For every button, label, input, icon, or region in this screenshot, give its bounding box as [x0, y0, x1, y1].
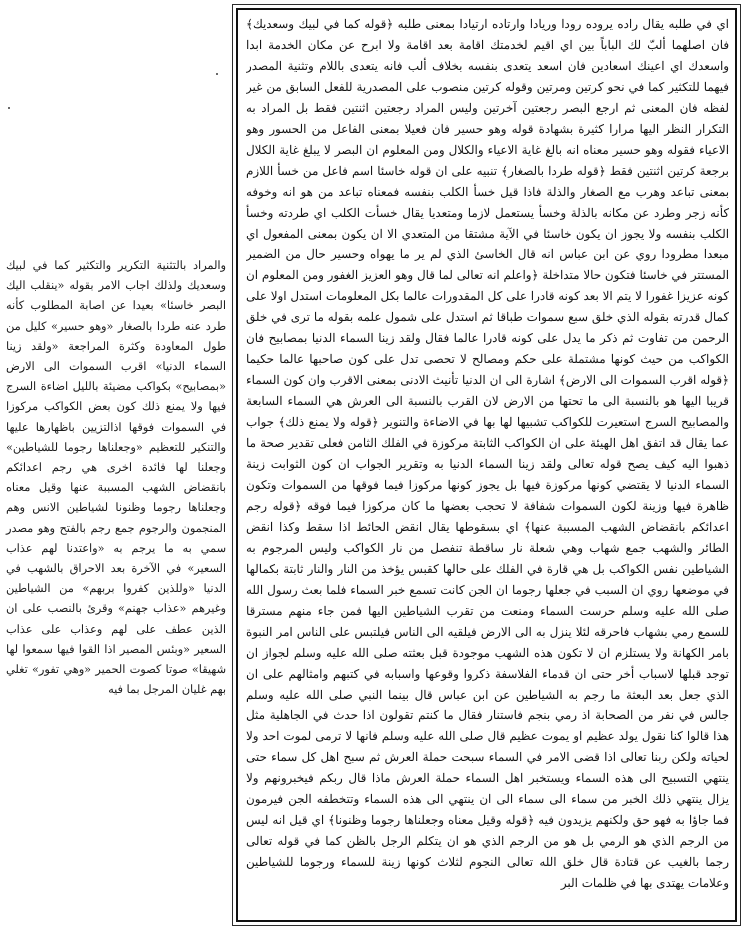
margin-commentary-text: والمراد بالتثنية التكرير والتكثير كما في لبيك وسعديك ولذلك اجاب الامر بقوله «ينقلب اليك البصر خاسئا» بعيدا عن اصابة المطلوب كأنه طرد عنه طردا بالصغار «وهو حسير» كليل من طول المعاودة وكثرة المراجعة «ولقد زينا السماء الدنيا» اقرب السموات الى الارض «بمصابيح» بكواكب مضيئة بالليل اضاءة السرج فيها ولا يمنع ذلك كون بعض الكواكب مركوزا في السموات فوقها اذالتزيين باظهارها عليها والتنكير للتعظيم «وجعلناها رجوما للشياطين» وجعلنا لها فائدة اخرى هي رجم اعدائكم بانقضاض الشهب المسببة عنها وقيل معناه وجعلناها رجوما وظنونا لشياطين الانس وهم المنجمون والرجوم جمع رجم بالفتح وهو مصدر سمي به ما يرجم به «واعتدنا لهم عذاب السعير» في الآخرة بعد الاحراق بالشهب في الدنيا «وللذين كفروا بربهم» من الشياطين وغيرهم «عذاب جهنم» وقرئ بالنصب على ان الذين عطف على لهم وعذاب على عذاب السعير «وبئس المصير اذا القوا فيها سمعوا لها شهيقا» صوتا كصوت الحمير «وهي تفور» تغلي بهم غليان المرجل بما فيه [6, 259, 226, 697]
ink-mark [216, 73, 218, 75]
main-commentary [246, 14, 729, 916]
main-commentary-text: اي في طلبه يقال راده يروده رودا وريادا وارتاده ارتيادا بمعنى طلبه ﴿قوله كما في لبيك وسعديك﴾ فان اصلهما ألبّ لك الباباً بين اي اقيم لخدمتك اقامة بعد اقامة ولا ابرح عن مكان الخدمة ابدا واسعدك اي اعينك اسعادين فان اسعد يتعدى بنفسه بخلاف ألب فانه يتعدى باللام وتثنية المصدر فيهما للتكثير كما في نحو كرتين ومرتين وقوله كرتين منصوب على المصدرية للفعل السابق من غير لفظه فان المعنى ثم ارجع البصر رجعتين آخرتين وليس المراد رجعتين اثنتين فقط بل المراد به التكرار النظر اليها مرارا كثيرة بشهادة قوله وهو حسير فان فعيلا بمعنى الفاعل من الحسور وهو الاعياء فقوله وهو حسير معناه انه بالغ غاية الاعياء والكلال ومن المعلوم ان البصر لا يبلغ غاية الكلال برجعة كرتين اثنتين فقط ﴿قوله طردا بالصغار﴾ تنبيه على ان قوله خاسئا اسم فاعل من خسأ اللازم بمعنى تباعد وهرب مع الصغار والذلة فاذا قيل خسأ الكلب بنفسه فمعناه تباعد من هو انه وخوفه كأنه زجر وطرد عن مكانه بالذلة وخسأ يستعمل لازما ومتعديا يقال خسأت الكلب اي طردته وخسأ الكلب بنفسه ولا يجوز ان يكون خاسئا في الآية مشتقا من المتعدي الا ان يكون بمعنى المفعول اي مبعدا مطرودا روي عن ابن عباس انه قال الخاسئ الذي لم ير ما يهواه وحسير حال من الضمير المستتر في خاسئا فتكون حالا متداخلة ﴿واعلم انه تعالى لما قال وهو العزيز الغفور ومن المعلوم ان كونه عزيزا غفورا لا يتم الا بعد كونه قادرا على كل المقدورات عالما بكل المعلومات استدل اولا على كمال قدرته بقوله الذي خلق سبع سموات طباقا ثم استدل على شمول علمه بقوله ما ترى في خلق الرحمن من تفاوت ثم ذكر ما يدل على كونه قادرا عالما فقال ولقد زينا السماء الدنيا بمصابيح فان الكواكب من حيث كونها مشتملة على حكم ومصالح لا تحصى تدل على كون صاحبها عالما حكيما ﴿قوله اقرب السموات الى الارض﴾ اشارة الى ان الدنيا تأنيث الادنى بمعنى الاقرب وان كون السماء قريبا اليها هو بالنسبة الى ما تحتها من الارض لان القرب بالنسبة الى العرش هي السماء السابعة والمصابيح السرج استعيرت للكواكب تشبيها لها بها في الاضاءة والتنوير ﴿قوله ولا يمنع ذلك﴾ جواب عما يقال قد اتفق اهل الهيئة على ان الكواكب الثابتة مركوزة في الفلك الثامن فعلى تقدير صحة ما ذهبوا اليه كيف يصح قوله تعالى ولقد زينا السماء الدنيا به وتقرير الجواب ان كون الثوابت زينة السماء الدنيا لا يقتضي كونها مركوزة فيها بل يجوز كونها مركوزا فيما فوقها من السموات وتكون ظاهرة فيها وزينة لكون السموات شفافة لا تحجب بعضها ما كان مركوزا فيما فوقه ﴿قوله رجم اعدائكم بانقضاض الشهب المسببة عنها﴾ اي بسقوطها يقال انقض الحائط اذا سقط وكذا انقض الطائر والشهب جمع شهاب وهي شعلة نار ساقطة تنفصل من نار الكواكب وليس المرجوم به الشياطين نفس الكواكب بل هي قارة في الفلك على حالها كقبس يؤخذ من النار والنار ثابتة بكمالها في موضعها روي ان السبب في جعلها رجوما ان الجن كانت تسمع خبر السماء فلما بعث رسول الله صلى الله عليه وسلم حرست السماء ومنعت من تقرب الشياطين اليها فمن جاء منهم مسترقا للسمع رمي بشهاب فاحرقه لئلا ينزل به الى الارض فيلقيه الى الناس فيلتبس على الناس امر النبوة بامر الكهانة ولا يستلزم ان لا تكون هذه الشهب موجودة قبل بعثته صلى الله عليه وسلم لجواز ان توجد قبلها لاسباب أخر حتى ان قدماء الفلاسفة ذكروا وقوعها واسبابه في كتبهم وامثالهم على ان الذي جعل بعد البعثة ما رجم به الشياطين عن ابن عباس قال بينما النبي صلى الله عليه وسلم جالس في نفر من الصحابة اذ رمي بنجم فاستنار فقال ما كنتم تقولون اذا حدث في الجاهلية مثل هذا قالوا كنا نقول يولد عظيم او يموت عظيم قال صلى الله عليه وسلم فانها لا ترمى لموت احد ولا لحياته ولكن ربنا تعالى اذا قضى الامر في السماء سبحت حملة العرش ثم سبح اهل كل سماء حتى ينتهي التسبيح الى هذه السماء ويستخبر اهل السماء حملة العرش ماذا قال ربكم فيخبرونهم ولا يزال ينتهي ذلك الخبر من سماء الى سماء الى ان ينتهي الى هذه السماء وتتخطفه الجن فيرمون فما جاؤا به فهو حق ولكنهم يزيدون فيه ﴿قوله وقيل معناه وجعلناها رجوما وظنونا﴾ اي قيل انه ليس من الرجم الذي هو الرمي بل هو من الرجم الذي هو ان يتكلم الرجل بالظن كما في قوله تعالى رجما بالغيب عن قتادة قال خلق الله تعالى النجوم لثلاث كونها زينة للسماء ورجوما للشياطين وعلامات يهتدى بها في ظلمات البر [246, 17, 729, 891]
margin-commentary [6, 256, 226, 700]
ink-mark [8, 107, 10, 109]
page-inner-border [236, 8, 737, 922]
page-frame [232, 4, 741, 926]
